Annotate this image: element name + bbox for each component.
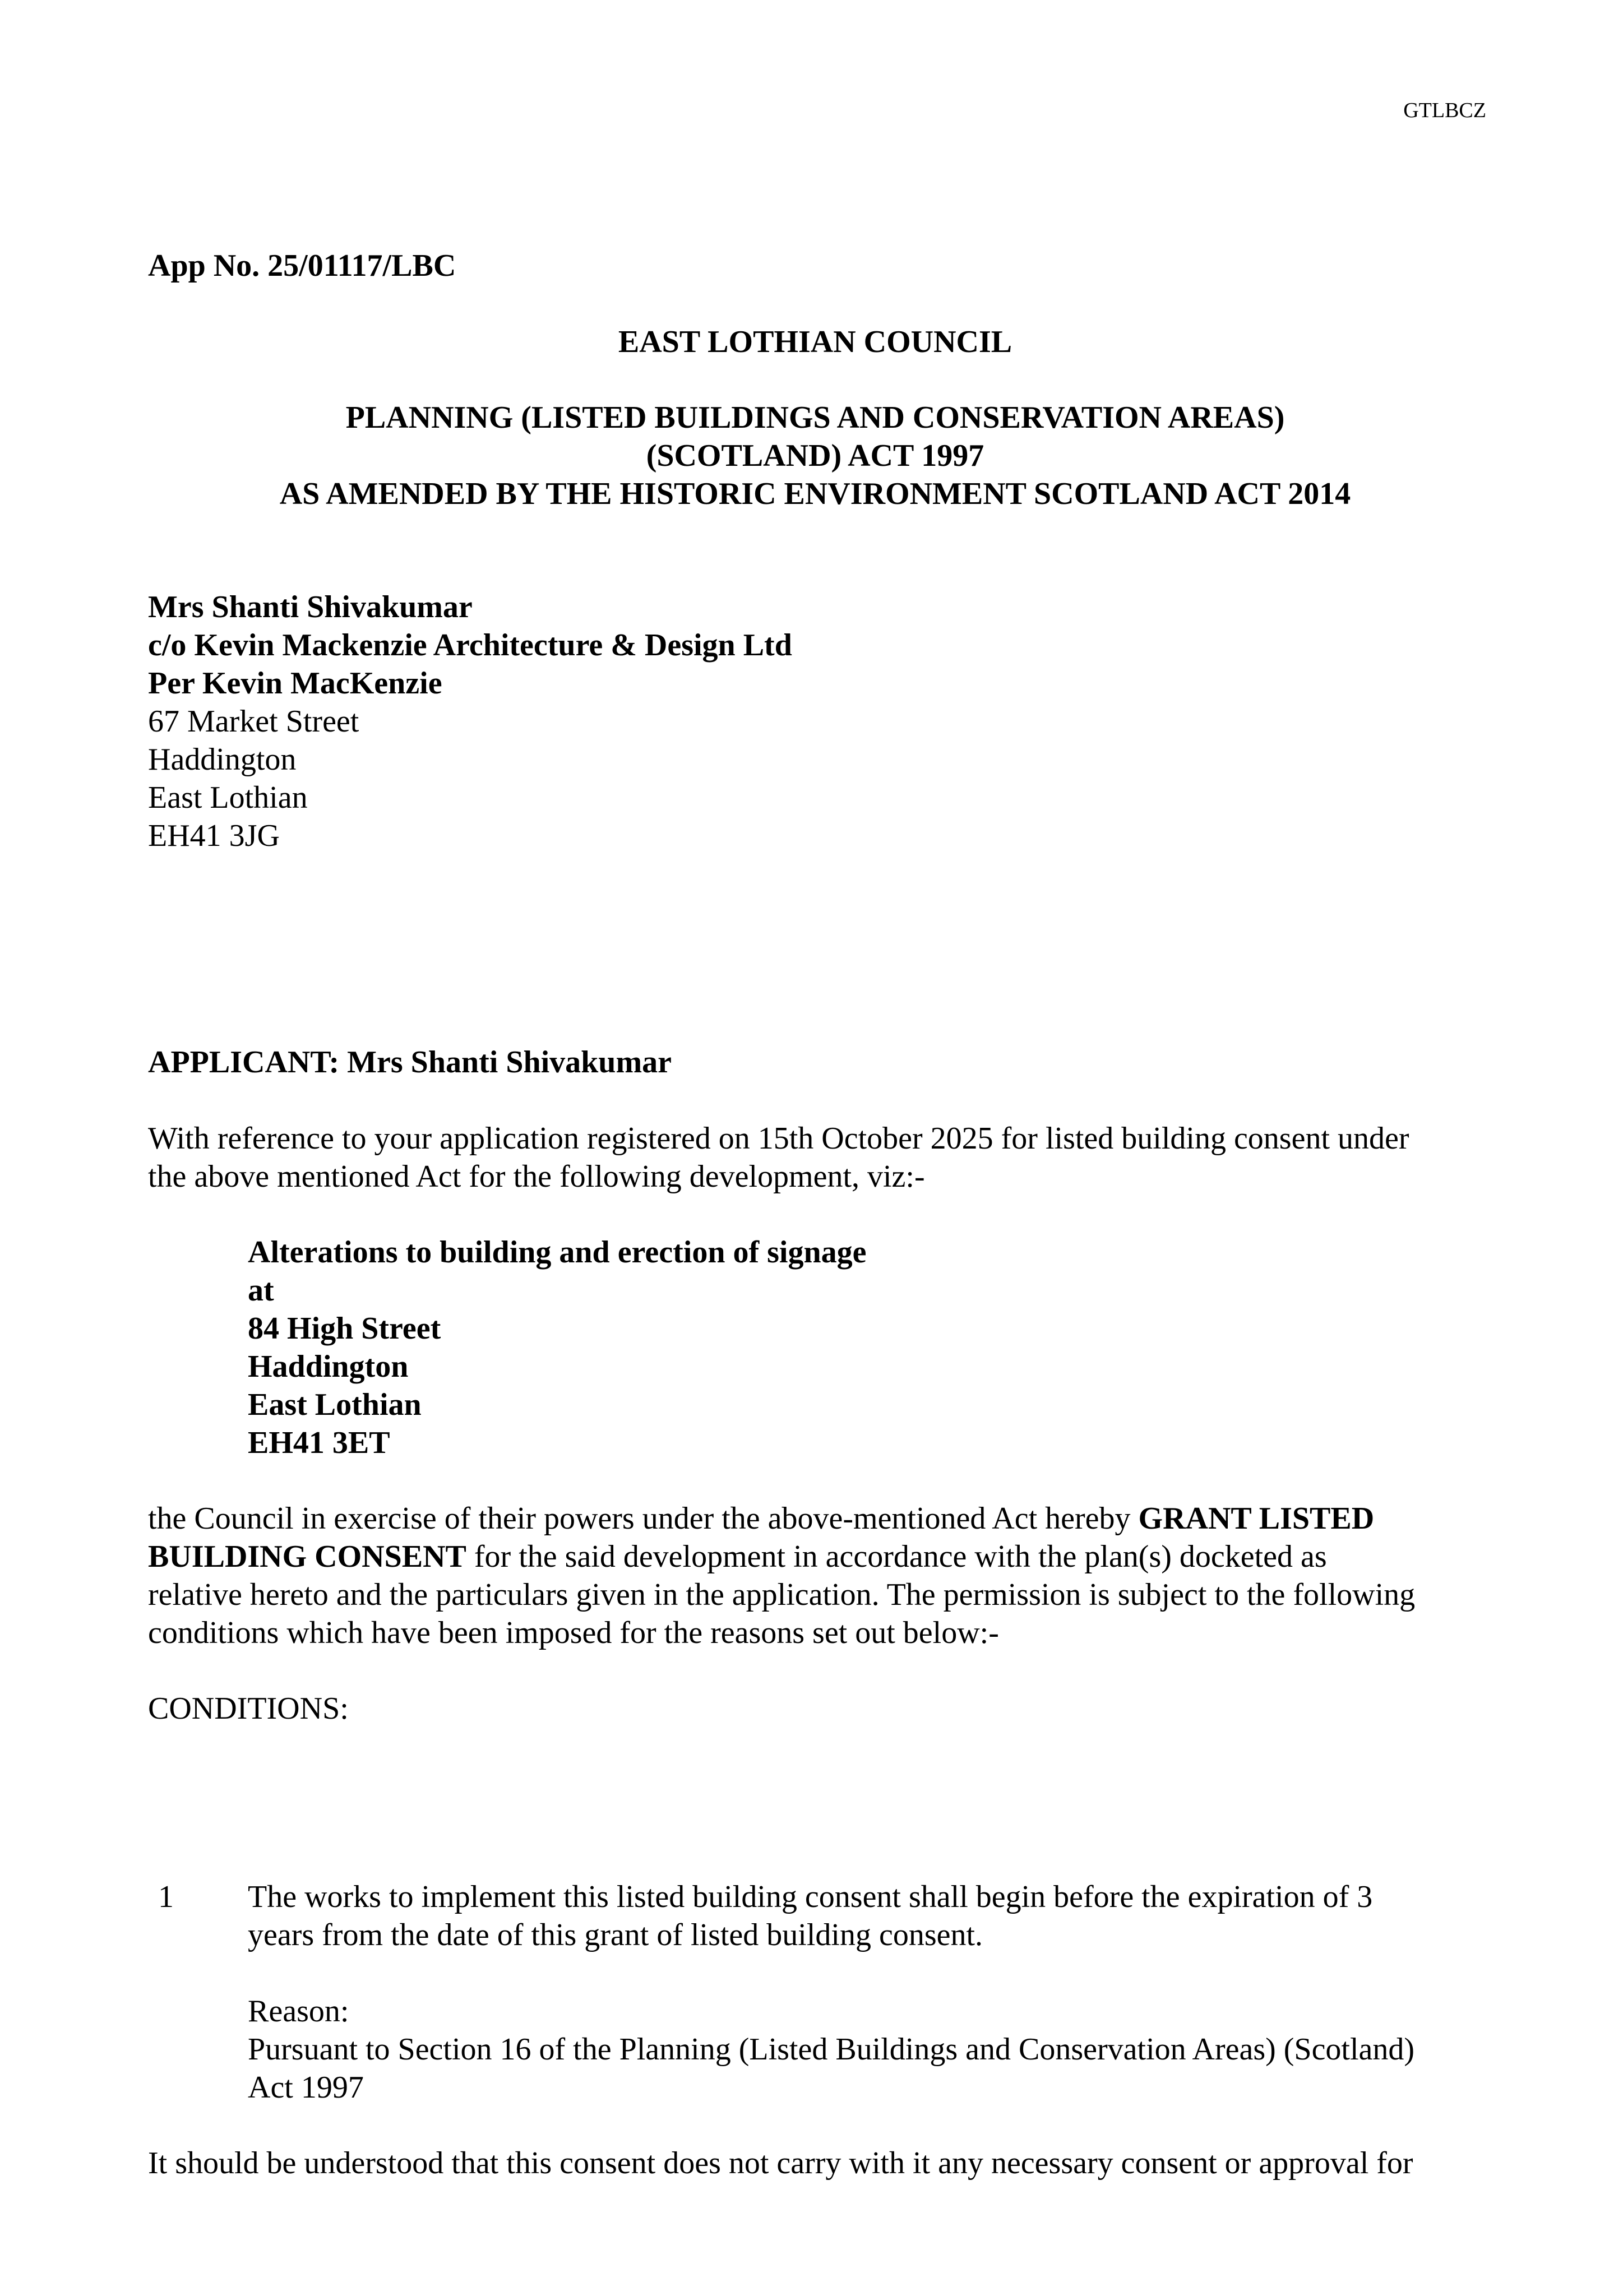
grant-line-3: relative hereto and the particulars given in the application. The permission is subject to the following <box>148 1577 1416 1612</box>
development-details <box>148 1233 1482 1462</box>
act-title-line-2: (SCOTLAND) ACT 1997 <box>646 438 984 473</box>
grant-line-1 <box>148 1499 1482 1538</box>
condition-reason-label: Reason: <box>248 1994 349 2029</box>
act-title-line-1: PLANNING (LISTED BUILDINGS AND CONSERVATION AREAS) <box>345 400 1285 435</box>
grant-line-2-text: for the said development in accordance with the plan(s) docketed as <box>466 1539 1327 1574</box>
grant-paragraph <box>148 1499 1482 1652</box>
recipient-name: Mrs Shanti Shivakumar <box>148 590 473 624</box>
condition-reason-line-1: Pursuant to Section 16 of the Planning (Listed Buildings and Conservation Areas) (Scotland) <box>248 2032 1415 2067</box>
application-number: App No. 25/01117/LBC <box>148 248 456 283</box>
recipient-postcode: EH41 3JG <box>148 818 280 853</box>
grant-decision-part-2: BUILDING CONSENT <box>148 1539 466 1574</box>
applicant-line: APPLICANT: Mrs Shanti Shivakumar <box>148 1045 672 1080</box>
grant-decision-part-1: GRANT LISTED <box>1138 1501 1375 1536</box>
recipient-address <box>148 588 1482 855</box>
recipient-county: East Lothian <box>148 780 308 815</box>
decision-notice-body <box>148 247 1482 2182</box>
condition-item <box>148 1878 1482 2107</box>
grant-line-4: conditions which have been imposed for the reasons set out below:- <box>148 1615 999 1650</box>
development-at: at <box>248 1273 274 1308</box>
condition-number: 1 <box>158 1880 174 1914</box>
recipient-care-of: c/o Kevin Mackenzie Architecture & Design Ltd <box>148 628 792 663</box>
condition-text-line-1: The works to implement this listed building consent shall begin before the expiration of 3 <box>248 1880 1373 1914</box>
development-county: East Lothian <box>248 1387 422 1422</box>
condition-text-line-2: years from the date of this grant of listed building consent. <box>248 1918 983 1952</box>
development-description: Alterations to building and erection of signage <box>248 1235 867 1270</box>
recipient-street: 67 Market Street <box>148 704 359 739</box>
reference-line-1: With reference to your application registered on 15th October 2025 for listed building consent under <box>148 1121 1409 1156</box>
page-reference-code: GTLBCZ <box>1403 99 1486 122</box>
condition-reason <box>248 1992 1482 2107</box>
development-street: 84 High Street <box>248 1311 441 1346</box>
development-postcode: EH41 3ET <box>248 1425 390 1460</box>
reference-line-2: the above mentioned Act for the following development, viz:- <box>148 1159 925 1194</box>
grant-line-1-text: the Council in exercise of their powers under the above-mentioned Act hereby <box>148 1501 1139 1536</box>
recipient-town: Haddington <box>148 742 297 777</box>
condition-reason-line-2: Act 1997 <box>248 2070 364 2105</box>
act-title-line-3: AS AMENDED BY THE HISTORIC ENVIRONMENT SCOTLAND ACT 2014 <box>279 476 1351 511</box>
reference-paragraph <box>148 1119 1482 1196</box>
council-name: EAST LOTHIAN COUNCIL <box>618 325 1012 359</box>
recipient-per: Per Kevin MacKenzie <box>148 666 442 701</box>
conditions-heading: CONDITIONS: <box>148 1691 349 1726</box>
grant-line-2 <box>148 1538 1482 1576</box>
closing-line: It should be understood that this consent does not carry with it any necessary consent or approval for <box>148 2146 1413 2181</box>
development-town: Haddington <box>248 1349 409 1384</box>
act-title <box>148 399 1482 513</box>
